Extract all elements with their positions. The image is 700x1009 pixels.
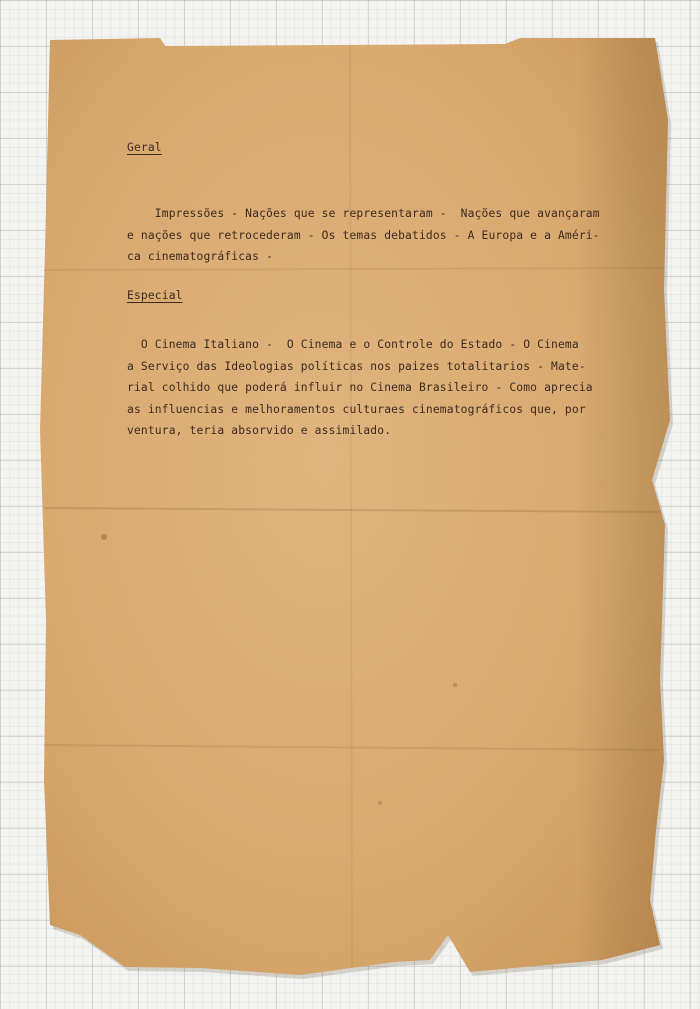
- paragraph-line: as influencias e melhoramentos culturaes cinematográficos que, por: [127, 402, 586, 416]
- paragraph-line: Impressões - Nações que se representaram - Nações que avançaram: [127, 207, 600, 220]
- paragraph-line: e nações que retrocederam - Os temas debatidos - A Europa e a Améri-: [127, 228, 600, 242]
- paragraph-special: [127, 334, 652, 442]
- heading-special: Especial: [127, 289, 183, 302]
- paragraph-line: ca cinematográficas -: [127, 250, 273, 263]
- paragraph-line: O Cinema Italiano - O Cinema e o Controle do Estado - O Cinema: [127, 338, 579, 351]
- paragraph-line: ventura, teria absorvido e assimilado.: [127, 424, 392, 437]
- paragraph-line: rial colhido que poderá influir no Cinema Brasileiro - Como aprecia: [127, 381, 593, 394]
- paragraph-general: [127, 203, 652, 268]
- paragraph-line: a Serviço das Ideologias políticas nos paizes totalitarios - Mate-: [127, 359, 586, 373]
- heading-general: Geral: [127, 141, 162, 154]
